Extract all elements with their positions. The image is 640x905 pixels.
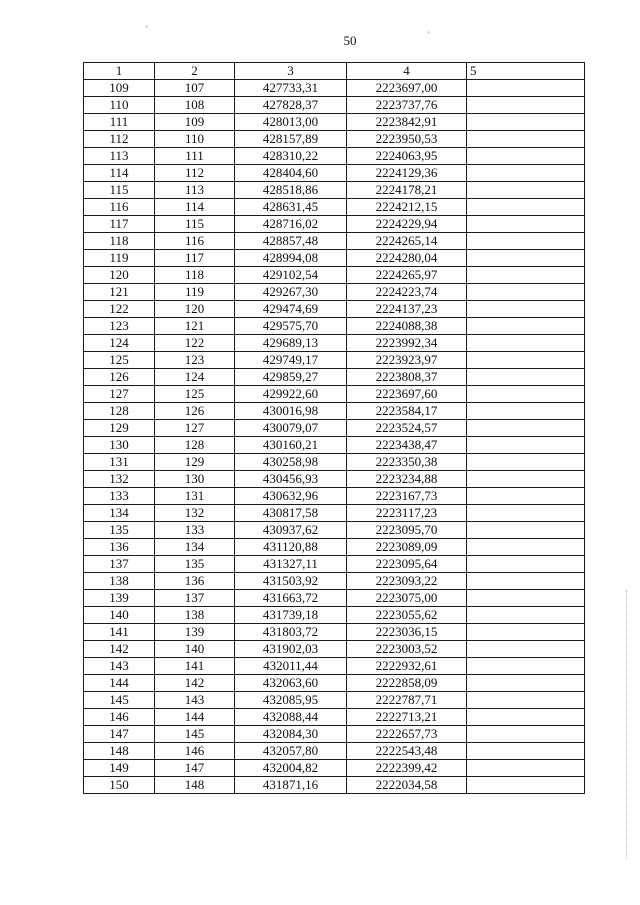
page-number: 50 — [343, 33, 357, 48]
table-cell: 131 — [84, 454, 155, 471]
table-cell: 132 — [155, 505, 235, 522]
table-cell: 431871,16 — [235, 777, 347, 794]
coordinates-table — [83, 62, 585, 794]
table-cell: 118 — [84, 233, 155, 250]
table-row — [84, 114, 585, 131]
table-row — [84, 352, 585, 369]
table-cell: 430456,93 — [235, 471, 347, 488]
table-cell — [467, 199, 585, 216]
table-row — [84, 420, 585, 437]
table-cell: 430079,07 — [235, 420, 347, 437]
table-cell: 138 — [84, 573, 155, 590]
table-cell — [467, 352, 585, 369]
scan-mark: ' — [428, 30, 430, 40]
table-cell — [467, 573, 585, 590]
table-cell — [467, 403, 585, 420]
table-cell: 148 — [84, 743, 155, 760]
table-cell — [467, 420, 585, 437]
table-cell: 137 — [84, 556, 155, 573]
table-row — [84, 437, 585, 454]
table-cell: 141 — [155, 658, 235, 675]
table-cell: 2222713,21 — [347, 709, 467, 726]
table-cell: 432057,80 — [235, 743, 347, 760]
table-cell: 117 — [155, 250, 235, 267]
table-cell: 429922,60 — [235, 386, 347, 403]
table-cell — [467, 743, 585, 760]
table-cell: 429474,69 — [235, 301, 347, 318]
table-cell — [467, 692, 585, 709]
table-cell — [467, 760, 585, 777]
table-cell: 430817,58 — [235, 505, 347, 522]
table-cell: 145 — [84, 692, 155, 709]
table-cell: 138 — [155, 607, 235, 624]
table-cell — [467, 301, 585, 318]
table-row — [84, 335, 585, 352]
table-row — [84, 284, 585, 301]
table-cell — [467, 250, 585, 267]
table-cell: 119 — [155, 284, 235, 301]
table-row — [84, 131, 585, 148]
table-cell: 431803,72 — [235, 624, 347, 641]
table-cell: 142 — [155, 675, 235, 692]
table-row — [84, 641, 585, 658]
table-cell: 429102,54 — [235, 267, 347, 284]
table-cell — [467, 726, 585, 743]
table-cell: 428994,08 — [235, 250, 347, 267]
table-cell: 2223950,53 — [347, 131, 467, 148]
table-cell: 114 — [84, 165, 155, 182]
table-row — [84, 709, 585, 726]
table-cell — [467, 386, 585, 403]
table-cell: 147 — [84, 726, 155, 743]
table-row — [84, 607, 585, 624]
table-row — [84, 318, 585, 335]
table-cell — [467, 709, 585, 726]
table-cell: 2223234,88 — [347, 471, 467, 488]
table-cell: 143 — [155, 692, 235, 709]
table-cell: 2222399,42 — [347, 760, 467, 777]
table-cell: 124 — [155, 369, 235, 386]
table-cell: 2223697,60 — [347, 386, 467, 403]
table-cell — [467, 131, 585, 148]
table-cell: 135 — [155, 556, 235, 573]
table-cell — [467, 267, 585, 284]
table-row — [84, 522, 585, 539]
table-row — [84, 267, 585, 284]
table-cell: 140 — [155, 641, 235, 658]
table-cell — [467, 335, 585, 352]
table-cell: 107 — [155, 80, 235, 97]
table-cell: 109 — [84, 80, 155, 97]
table-cell — [467, 437, 585, 454]
table-cell: 2222543,48 — [347, 743, 467, 760]
table-cell: 134 — [155, 539, 235, 556]
table-cell — [467, 522, 585, 539]
table-header-row — [84, 63, 585, 80]
table-row — [84, 386, 585, 403]
table-cell: 140 — [84, 607, 155, 624]
table-cell: 428013,00 — [235, 114, 347, 131]
table-cell: 431120,88 — [235, 539, 347, 556]
table-cell — [467, 641, 585, 658]
table-row — [84, 505, 585, 522]
table-cell: 142 — [84, 641, 155, 658]
table-row — [84, 369, 585, 386]
table-row — [84, 692, 585, 709]
table-row — [84, 182, 585, 199]
table-cell: 145 — [155, 726, 235, 743]
table-cell: 432063,60 — [235, 675, 347, 692]
table-cell: 109 — [155, 114, 235, 131]
table-row — [84, 573, 585, 590]
table-cell: 432088,44 — [235, 709, 347, 726]
table-cell: 123 — [84, 318, 155, 335]
table-cell — [467, 369, 585, 386]
table-cell: 432011,44 — [235, 658, 347, 675]
table-cell: 429575,70 — [235, 318, 347, 335]
table-cell: 2224063,95 — [347, 148, 467, 165]
table-cell: 2223117,23 — [347, 505, 467, 522]
table-row — [84, 80, 585, 97]
table-cell: 113 — [155, 182, 235, 199]
table-cell: 147 — [155, 760, 235, 777]
table-cell: 429689,13 — [235, 335, 347, 352]
table-cell: 431327,11 — [235, 556, 347, 573]
table-cell: 150 — [84, 777, 155, 794]
table-cell: 123 — [155, 352, 235, 369]
table-cell: 2223438,47 — [347, 437, 467, 454]
table-cell: 120 — [84, 267, 155, 284]
table-cell: 431739,18 — [235, 607, 347, 624]
table-cell: 114 — [155, 199, 235, 216]
table-cell: 2223167,73 — [347, 488, 467, 505]
table-cell: 122 — [84, 301, 155, 318]
table-cell: 2223524,57 — [347, 420, 467, 437]
table-cell — [467, 590, 585, 607]
table-cell: 2223842,91 — [347, 114, 467, 131]
table-cell: 117 — [84, 216, 155, 233]
scan-mark: ' — [146, 24, 148, 34]
table-cell: 431503,92 — [235, 573, 347, 590]
table-cell: 131 — [155, 488, 235, 505]
table-cell: 111 — [155, 148, 235, 165]
table-row — [84, 199, 585, 216]
table-cell — [467, 488, 585, 505]
table-cell: 2223923,97 — [347, 352, 467, 369]
table-cell: 133 — [84, 488, 155, 505]
table-cell — [467, 658, 585, 675]
table-cell: 432085,95 — [235, 692, 347, 709]
table-cell: 139 — [84, 590, 155, 607]
table-cell: 110 — [155, 131, 235, 148]
table-cell: 121 — [84, 284, 155, 301]
table-cell: 111 — [84, 114, 155, 131]
table-row — [84, 658, 585, 675]
table-cell: 126 — [84, 369, 155, 386]
table-cell — [467, 284, 585, 301]
table-cell: 2224137,23 — [347, 301, 467, 318]
table-cell: 2224229,94 — [347, 216, 467, 233]
table-cell: 2222657,73 — [347, 726, 467, 743]
table-cell: 2223992,34 — [347, 335, 467, 352]
table-cell: 135 — [84, 522, 155, 539]
column-header: 1 — [84, 63, 155, 80]
table-cell — [467, 148, 585, 165]
table-cell: 430258,98 — [235, 454, 347, 471]
table-cell: 431663,72 — [235, 590, 347, 607]
table-cell — [467, 80, 585, 97]
table-row — [84, 556, 585, 573]
table-cell: 133 — [155, 522, 235, 539]
table-row — [84, 148, 585, 165]
table-cell: 2224265,14 — [347, 233, 467, 250]
table-cell: 144 — [155, 709, 235, 726]
table-cell: 2224265,97 — [347, 267, 467, 284]
table-cell: 130 — [155, 471, 235, 488]
table-cell: 428518,86 — [235, 182, 347, 199]
table-cell — [467, 318, 585, 335]
table-cell: 428310,22 — [235, 148, 347, 165]
table-cell: 148 — [155, 777, 235, 794]
table-cell: 124 — [84, 335, 155, 352]
table-cell: 2224178,21 — [347, 182, 467, 199]
table-cell: 2222932,61 — [347, 658, 467, 675]
table-cell: 129 — [155, 454, 235, 471]
table-cell: 146 — [84, 709, 155, 726]
table-cell: 2223808,37 — [347, 369, 467, 386]
table-cell: 115 — [155, 216, 235, 233]
table-cell: 128 — [155, 437, 235, 454]
table-cell — [467, 624, 585, 641]
table-cell: 134 — [84, 505, 155, 522]
table-row — [84, 301, 585, 318]
table-cell — [467, 675, 585, 692]
table-row — [84, 216, 585, 233]
table-cell: 2223089,09 — [347, 539, 467, 556]
table-cell: 128 — [84, 403, 155, 420]
table-cell — [467, 471, 585, 488]
column-header: 3 — [235, 63, 347, 80]
table-row — [84, 760, 585, 777]
table-cell: 427828,37 — [235, 97, 347, 114]
table-cell: 2224280,04 — [347, 250, 467, 267]
table-row — [84, 488, 585, 505]
table-row — [84, 165, 585, 182]
table-cell: 2223697,00 — [347, 80, 467, 97]
table-cell: 112 — [84, 131, 155, 148]
table-row — [84, 403, 585, 420]
table-cell — [467, 182, 585, 199]
table-row — [84, 471, 585, 488]
table-cell: 430016,98 — [235, 403, 347, 420]
table-cell — [467, 233, 585, 250]
table-cell — [467, 165, 585, 182]
table-cell: 149 — [84, 760, 155, 777]
table-cell: 115 — [84, 182, 155, 199]
table-cell: 122 — [155, 335, 235, 352]
table-cell: 2223093,22 — [347, 573, 467, 590]
table-cell: 2222787,71 — [347, 692, 467, 709]
table-cell: 431902,03 — [235, 641, 347, 658]
table-cell: 2222034,58 — [347, 777, 467, 794]
table-row — [84, 590, 585, 607]
table-row — [84, 726, 585, 743]
table-cell: 2223737,76 — [347, 97, 467, 114]
table-cell: 432084,30 — [235, 726, 347, 743]
table-cell: 119 — [84, 250, 155, 267]
table-cell: 127 — [84, 386, 155, 403]
table-cell: 429749,17 — [235, 352, 347, 369]
table-cell: 429267,30 — [235, 284, 347, 301]
table-row — [84, 250, 585, 267]
table-cell: 428631,45 — [235, 199, 347, 216]
table-cell: 2224223,74 — [347, 284, 467, 301]
table-row — [84, 624, 585, 641]
table-cell: 129 — [84, 420, 155, 437]
table-row — [84, 233, 585, 250]
table-cell: 130 — [84, 437, 155, 454]
table-cell: 144 — [84, 675, 155, 692]
column-header: 4 — [347, 63, 467, 80]
table-cell: 137 — [155, 590, 235, 607]
table-cell: 146 — [155, 743, 235, 760]
table-cell: 428157,89 — [235, 131, 347, 148]
table-cell: 430937,62 — [235, 522, 347, 539]
table-cell: 2223350,38 — [347, 454, 467, 471]
table-cell: 2223095,64 — [347, 556, 467, 573]
table-cell: 430160,21 — [235, 437, 347, 454]
column-header: 2 — [155, 63, 235, 80]
table-cell: 136 — [84, 539, 155, 556]
table-row — [84, 743, 585, 760]
table-cell: 2223075,00 — [347, 590, 467, 607]
table-cell — [467, 114, 585, 131]
table-cell: 2224212,15 — [347, 199, 467, 216]
table-cell — [467, 777, 585, 794]
column-header: 5 — [467, 63, 585, 80]
table-cell — [467, 216, 585, 233]
table-cell: 121 — [155, 318, 235, 335]
table-row — [84, 454, 585, 471]
table-cell: 118 — [155, 267, 235, 284]
table-cell: 125 — [84, 352, 155, 369]
table-cell: 428716,02 — [235, 216, 347, 233]
table-cell: 116 — [155, 233, 235, 250]
table-cell: 132 — [84, 471, 155, 488]
table-cell — [467, 97, 585, 114]
table-cell: 139 — [155, 624, 235, 641]
table-row — [84, 777, 585, 794]
table-row — [84, 97, 585, 114]
table-cell: 432004,82 — [235, 760, 347, 777]
table-cell: 127 — [155, 420, 235, 437]
table-cell: 141 — [84, 624, 155, 641]
table-cell: 428857,48 — [235, 233, 347, 250]
table-cell: 125 — [155, 386, 235, 403]
table-cell: 2223095,70 — [347, 522, 467, 539]
table-cell: 113 — [84, 148, 155, 165]
table-cell — [467, 556, 585, 573]
table-cell: 112 — [155, 165, 235, 182]
table-cell: 429859,27 — [235, 369, 347, 386]
table-row — [84, 539, 585, 556]
table-cell — [467, 505, 585, 522]
table-cell — [467, 454, 585, 471]
table-cell: 116 — [84, 199, 155, 216]
table-cell: 108 — [155, 97, 235, 114]
table-cell: 143 — [84, 658, 155, 675]
table-cell: 2223055,62 — [347, 607, 467, 624]
table-cell: 427733,31 — [235, 80, 347, 97]
table-cell: 2224088,38 — [347, 318, 467, 335]
margin-dotted-line — [626, 590, 627, 860]
table-cell: 2222858,09 — [347, 675, 467, 692]
table-cell: 2223036,15 — [347, 624, 467, 641]
table-row — [84, 675, 585, 692]
table-cell: 120 — [155, 301, 235, 318]
table-cell: 2223584,17 — [347, 403, 467, 420]
table-cell: 136 — [155, 573, 235, 590]
table-cell — [467, 607, 585, 624]
table-cell: 2224129,36 — [347, 165, 467, 182]
table-cell: 126 — [155, 403, 235, 420]
table-cell: 430632,96 — [235, 488, 347, 505]
table-cell: 110 — [84, 97, 155, 114]
table-cell: 428404,60 — [235, 165, 347, 182]
table-cell: 2223003,52 — [347, 641, 467, 658]
table-cell — [467, 539, 585, 556]
